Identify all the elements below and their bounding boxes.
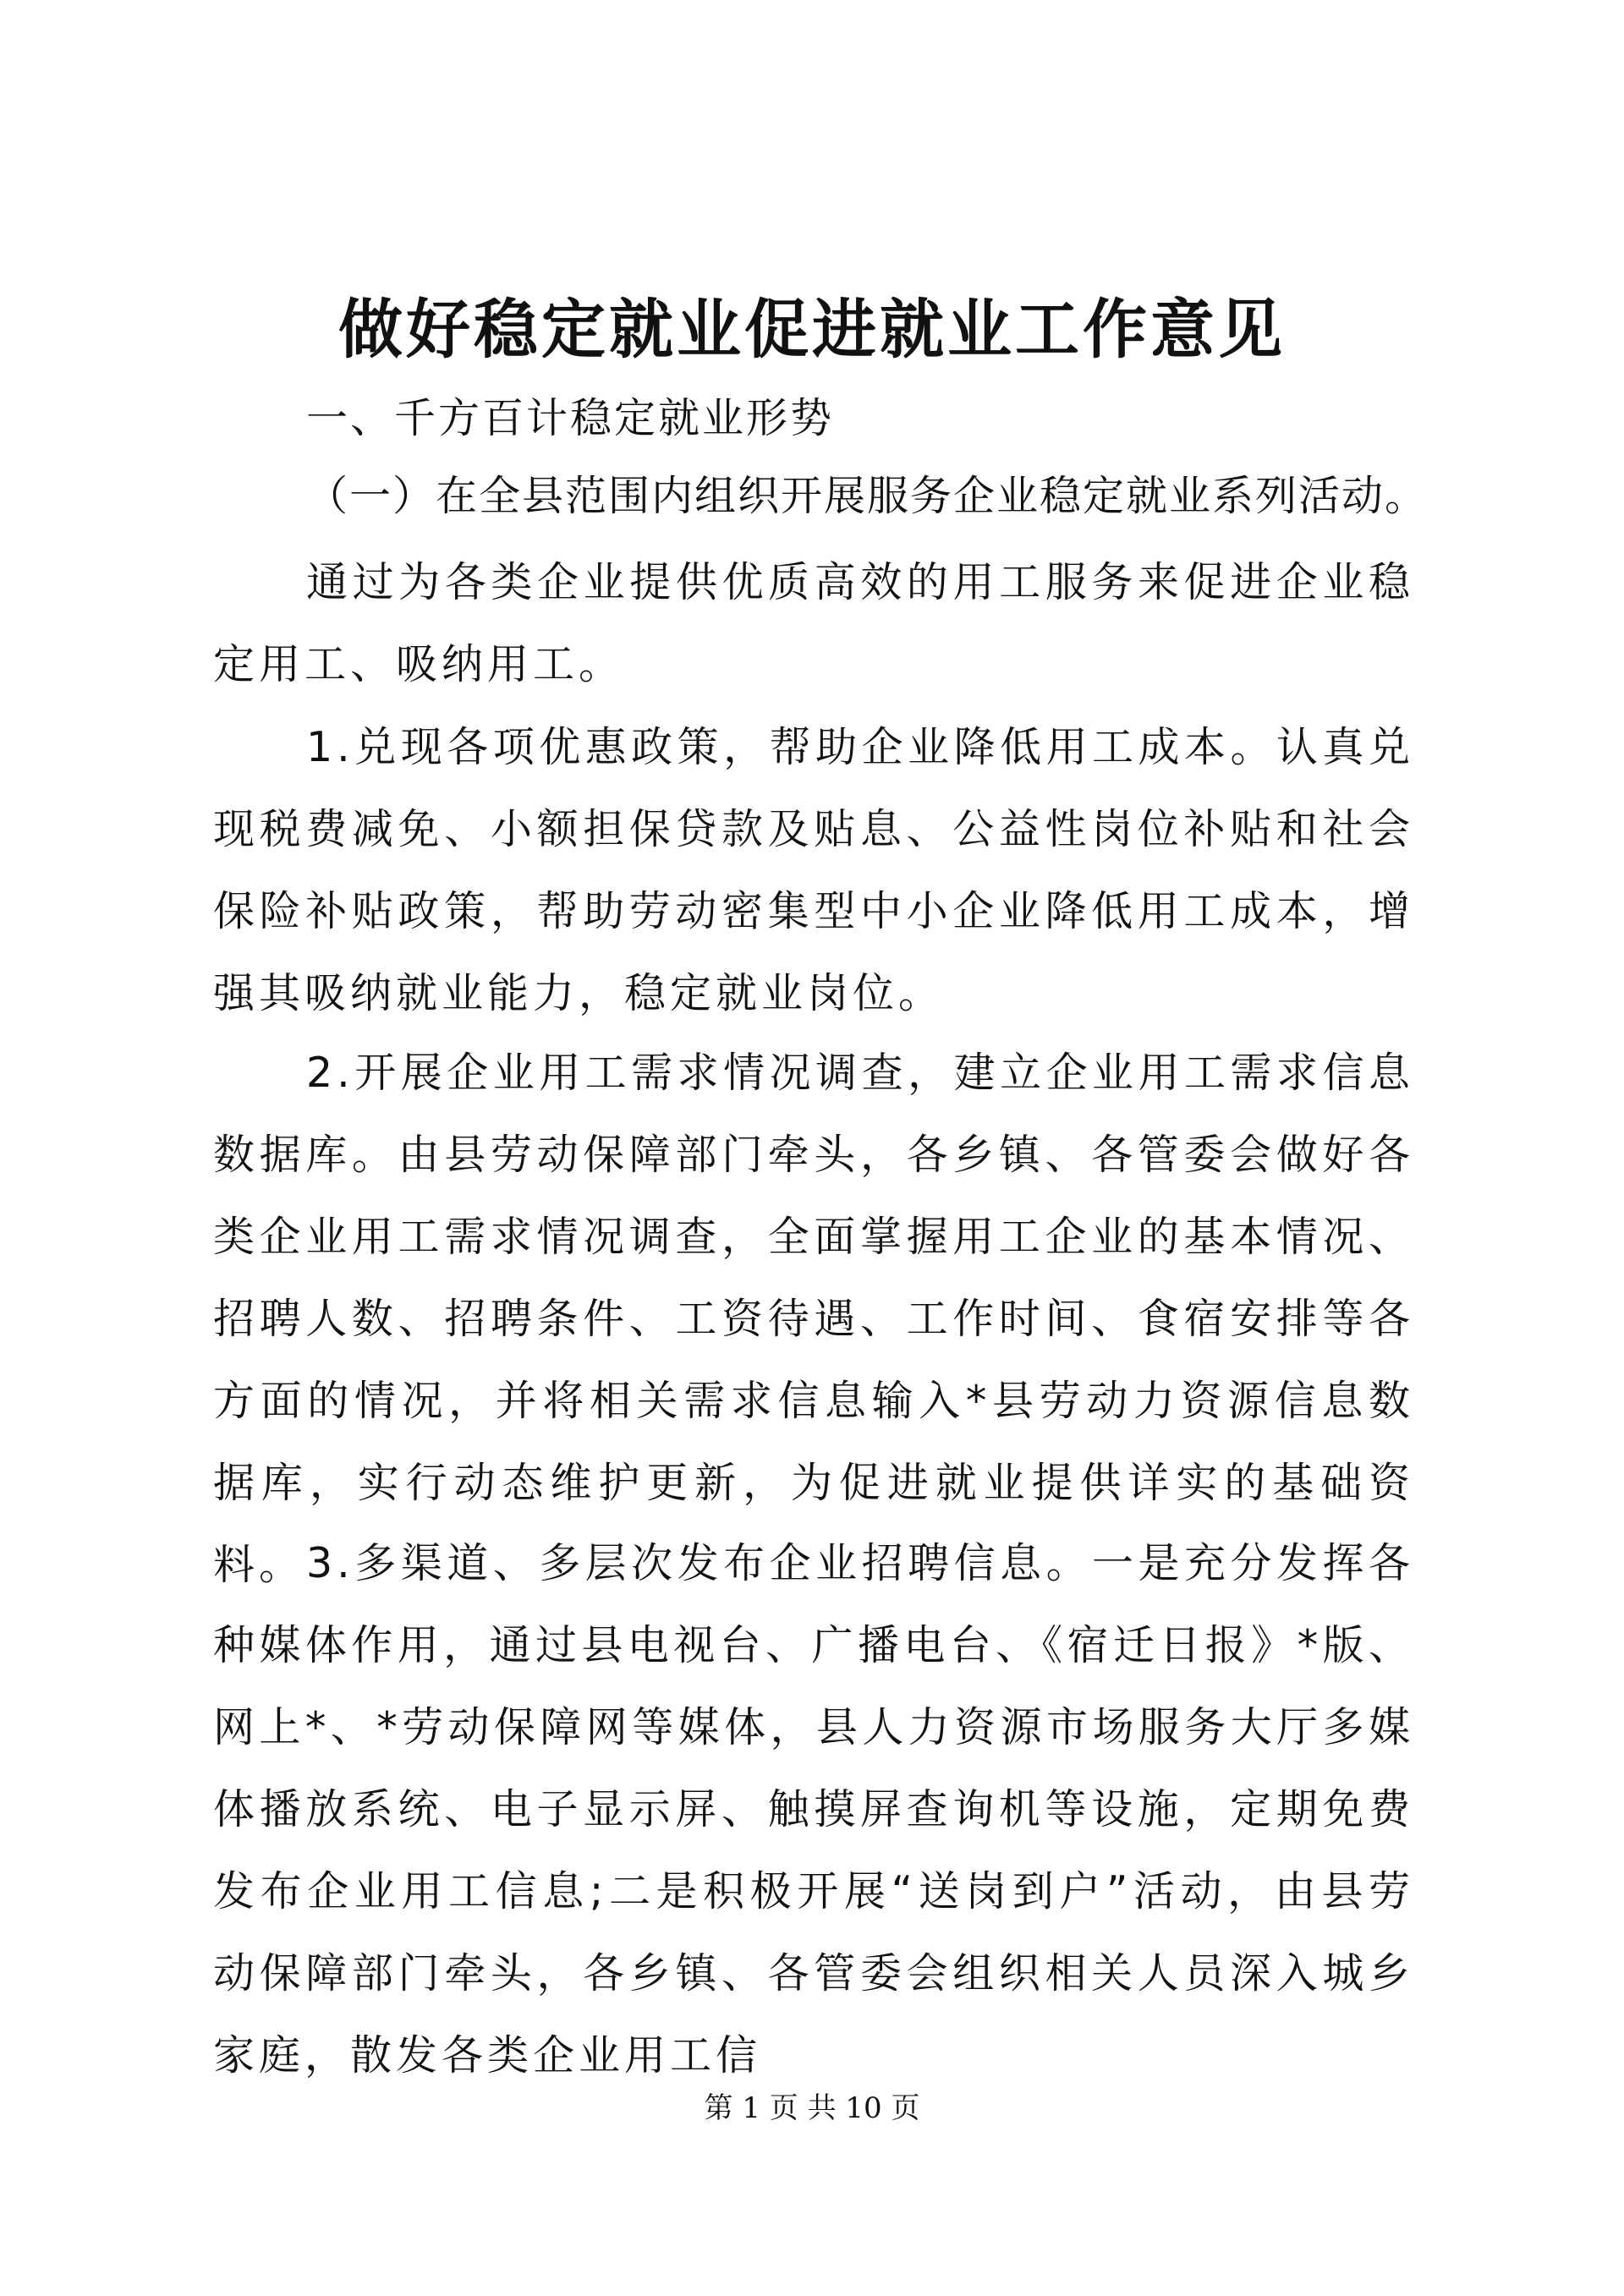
paragraph-intro: 通过为各类企业提供优质高效的用工服务来促进企业稳定用工、吸纳用工。	[213, 558, 1414, 688]
paragraph-item-1: 1.兑现各项优惠政策，帮助企业降低用工成本。认真兑现税费减免、小额担保贷款及贴息、公益性岗位补贴和社会保险补贴政策，帮助劳动密集型中小企业降低用工成本，增强其吸纳就业能力，稳定就业岗位。	[213, 723, 1414, 1017]
document-title: 做好稳定就业促进就业工作意见	[338, 292, 1286, 367]
paragraph-item-2: 2.开展企业用工需求情况调查，建立企业用工需求信息数据库。由县劳动保障部门牵头，各乡镇、各管委会做好各类企业用工需求情况调查，全面掌握用工企业的基本情况、招聘人数、招聘条件、工资待遇、工作时间、食宿安排等各方面的情况，并将相关需求信息输入*县劳动力资源信息数据库，实行动态维护更新，为促进就业提供详实的基础资料。	[213, 1049, 1414, 1589]
section-heading: 一、千方百计稳定就业形势	[306, 394, 835, 442]
subsection-heading: （一）在全县范围内组织开展服务企业稳定就业系列活动。	[306, 472, 1429, 520]
page-footer: 第 1 页 共 10 页	[704, 2091, 920, 2125]
paragraph-item-3: 3.多渠道、多层次发布企业招聘信息。一是充分发挥各种媒体作用，通过县电视台、广播电台、《宿迁日报》*版、网上*、*劳动保障网等媒体，县人力资源市场服务大厅多媒体播放系统、电子显示屏、触摸屏查询机等设施，定期免费发布企业用工信息;二是积极开展“送岗到户”活动，由县劳动保障部门牵头，各乡镇、各管委会组织相关人员深入城乡家庭，散发各类企业用工信	[213, 1539, 1414, 2080]
